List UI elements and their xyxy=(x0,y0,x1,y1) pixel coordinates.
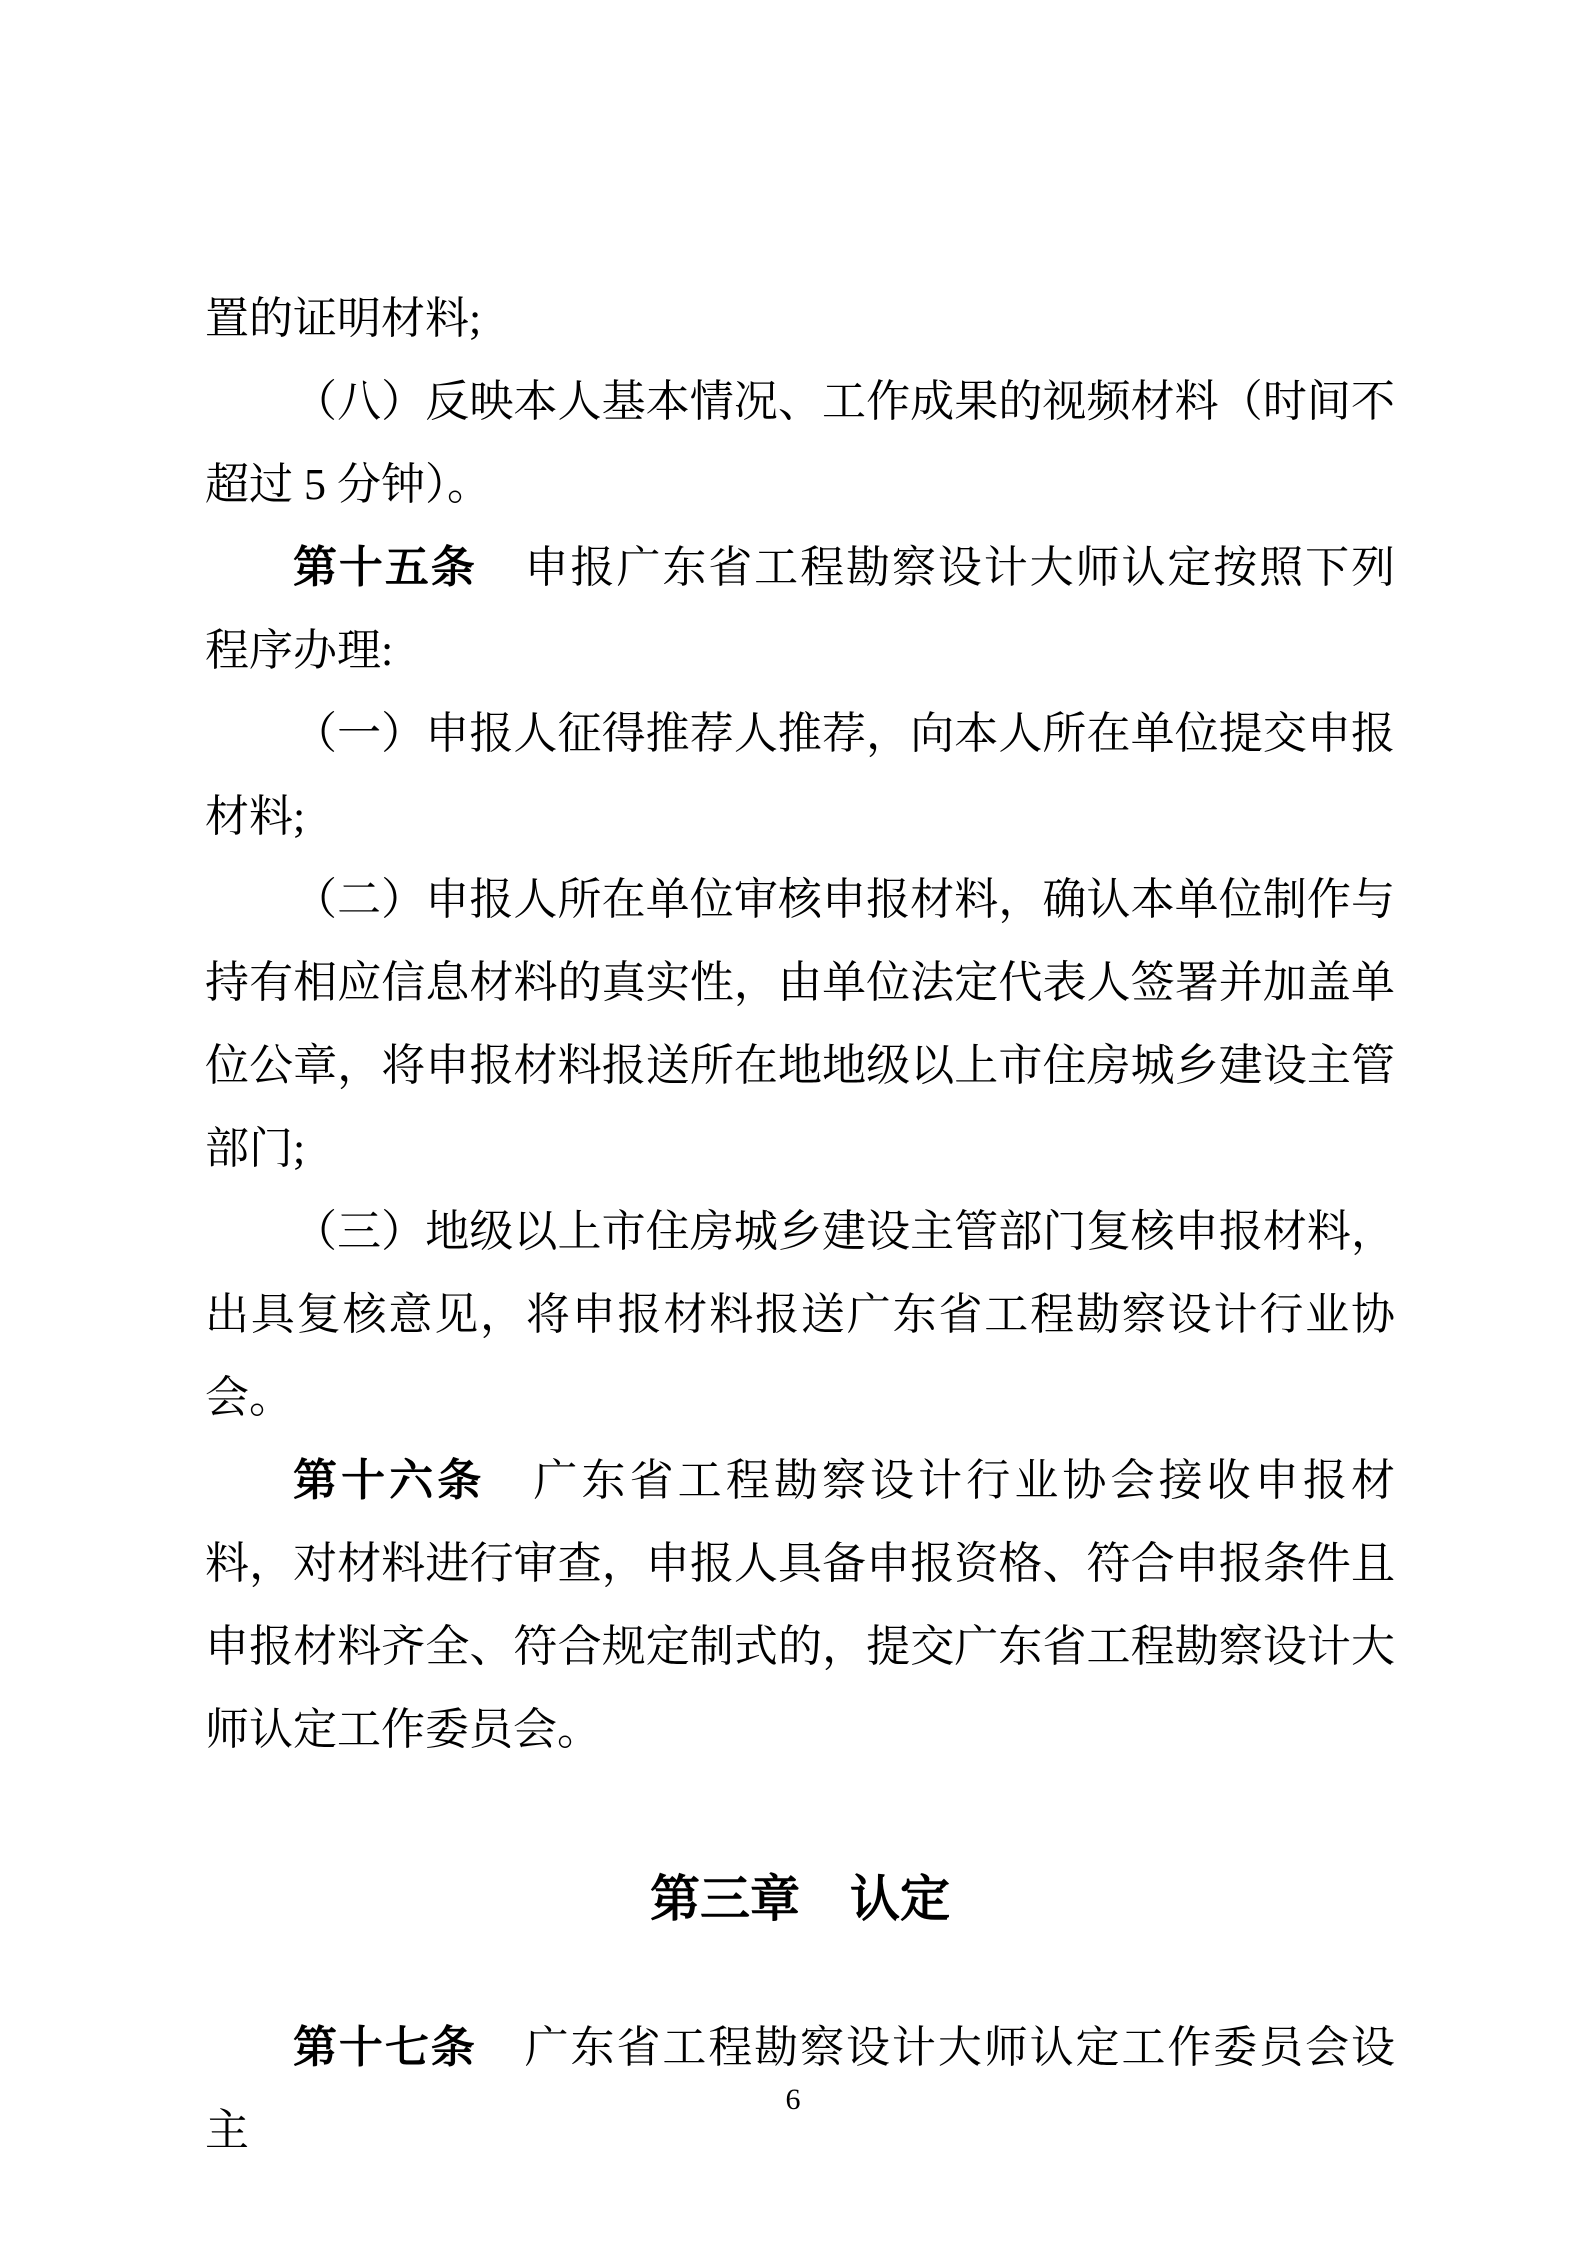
item-1-paragraph xyxy=(205,692,1395,858)
item-2-paragraph xyxy=(205,858,1395,1190)
article-15-paragraph xyxy=(205,526,1395,692)
article-16-number: 第十六条 xyxy=(293,1456,486,1505)
item-8-paragraph xyxy=(205,360,1395,526)
article-17-number: 第十七条 xyxy=(293,2023,477,2072)
paragraph-text: 置的证明材料; xyxy=(205,294,482,343)
item-3-paragraph xyxy=(205,1190,1395,1439)
chapter-heading: 第三章 认定 xyxy=(650,1871,950,1927)
paragraph-text: 广东省工程勘察设计行业协会接收申报材料，对材料进行审查，申报人具备申报资格、符合申报条件且申报材料齐全、符合规定制式的，提交广东省工程勘察设计大师认定工作委员会。 xyxy=(205,1456,1396,1754)
continuation-paragraph xyxy=(205,277,1395,360)
page-number: 6 xyxy=(785,2083,801,2116)
paragraph-text: （二）申报人所在单位审核申报材料，确认本单位制作与持有相应信息材料的真实性，由单位法定代表人签署并加盖单位公章，将申报材料报送所在地地级以上市住房城乡建设主管部门; xyxy=(205,875,1395,1173)
article-16-paragraph xyxy=(205,1439,1395,1771)
paragraph-text: 申报广东省工程勘察设计大师认定按照下列程序办理: xyxy=(205,543,1396,675)
article-15-number: 第十五条 xyxy=(293,543,477,592)
paragraph-text: （一）申报人征得推荐人推荐，向本人所在单位提交申报材料; xyxy=(205,709,1395,841)
paragraph-text: 广东省工程勘察设计大师认定工作委员会设主 xyxy=(205,2023,1396,2155)
paragraph-text: （八）反映本人基本情况、工作成果的视频材料（时间不超过 5 分钟）。 xyxy=(205,377,1395,509)
document-body xyxy=(205,277,1395,2172)
paragraph-text: （三）地级以上市住房城乡建设主管部门复核申报材料，出具复核意见，将申报材料报送广东省工程勘察设计行业协会。 xyxy=(205,1207,1395,1422)
